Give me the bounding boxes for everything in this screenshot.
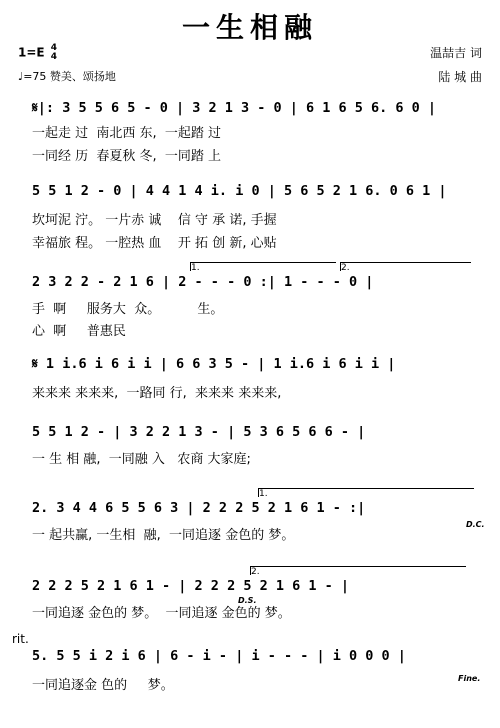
lyrics-line-1: 手 啊 服务大 众。 生。 [32, 302, 224, 317]
second-ending-bracket [250, 566, 466, 575]
time-signature [51, 44, 57, 62]
time-signature-top: 4 [50, 43, 58, 53]
lyrics-line-1: 一同追逐 金色的 梦。 一同追逐 金色的 梦。 [32, 606, 291, 621]
lyrics-line-1: 一 生 相 融, 一同融 入 农商 大家庭; [32, 452, 251, 467]
lyrics-line-1: 来来来 来来来, 一路同 行, 来来来 来来来, [32, 386, 282, 401]
notation-line: 𝄋|: 3 5 5 6 5 - 0 | 3 2 1 3 - 0 | 6 1 6 5 6. 6 0 | [32, 100, 437, 116]
first-ending-bracket [258, 488, 474, 497]
first-ending-label: 1. [191, 263, 200, 273]
ritardando-mark: rit. [12, 632, 29, 646]
page-title: 一生相融 [181, 11, 318, 44]
notation-line: 5 5 1 2 - 0 | 4 4 1 4 i. i 0 | 5 6 5 2 1 6. 0 6 1 | [32, 183, 447, 199]
dal-segno-mark: D.S. [238, 596, 257, 605]
first-ending-bracket [190, 262, 336, 271]
notation-line: 𝄋 1 i.6 i 6 i i | 6 6 3 5 - | 1 i.6 i 6 i i | [32, 356, 396, 372]
second-ending-bracket [340, 262, 471, 271]
notation-line: 2. 3 4 4 6 5 5 6 3 | 2 2 2 5 2 1 6 1 - :| [32, 500, 366, 516]
notation-line: 5 5 1 2 - | 3 2 2 1 3 - | 5 3 6 5 6 6 - | [32, 424, 366, 440]
first-ending-label: 1. [259, 489, 268, 499]
lyrics-line-2: 一同经 历 春夏秋 冬, 一同踏 上 [32, 149, 222, 164]
second-ending-label: 2. [341, 263, 350, 273]
second-ending-label: 2. [251, 567, 260, 577]
key-signature [18, 44, 57, 62]
time-signature-bottom: 4 [50, 52, 58, 62]
composer-credit: 陆 城 曲 [438, 70, 482, 84]
da-capo-mark: D.C. [466, 520, 485, 529]
lyrics-line-1: 一起走 过 南北西 东, 一起踏 过 [32, 126, 222, 141]
notation-line: 5. 5 5 i 2 i 6 | 6 - i - | i - - - | i 0 0 0 | [32, 648, 406, 664]
tempo-marking: ♩=75 赞美、颂扬地 [18, 70, 116, 83]
lyrics-line-2: 幸福旅 程。 一腔热 血 开 拓 创 新, 心贴 [32, 236, 277, 251]
lyrics-line-2: 心 啊 普惠民 [32, 324, 126, 339]
key-label: 1=E [18, 45, 45, 60]
fine-mark: Fine. [458, 674, 481, 683]
lyrics-line-1: 一同追逐金 色的 梦。 [32, 678, 174, 693]
lyrics-line-1: 坎坷泥 泞。 一片赤 诚 信 守 承 诺, 手握 [32, 213, 277, 228]
notation-line: 2 3 2 2 - 2 1 6 | 2 - - - 0 :| 1 - - - 0 | [32, 274, 374, 290]
notation-line: 2 2 2 5 2 1 6 1 - | 2 2 2 5 2 1 6 1 - | [32, 578, 349, 594]
lyrics-line-1: 一 起共赢, 一生相 融, 一同追逐 金色的 梦。 [32, 528, 295, 543]
lyricist-credit: 温喆吉 词 [430, 46, 482, 60]
